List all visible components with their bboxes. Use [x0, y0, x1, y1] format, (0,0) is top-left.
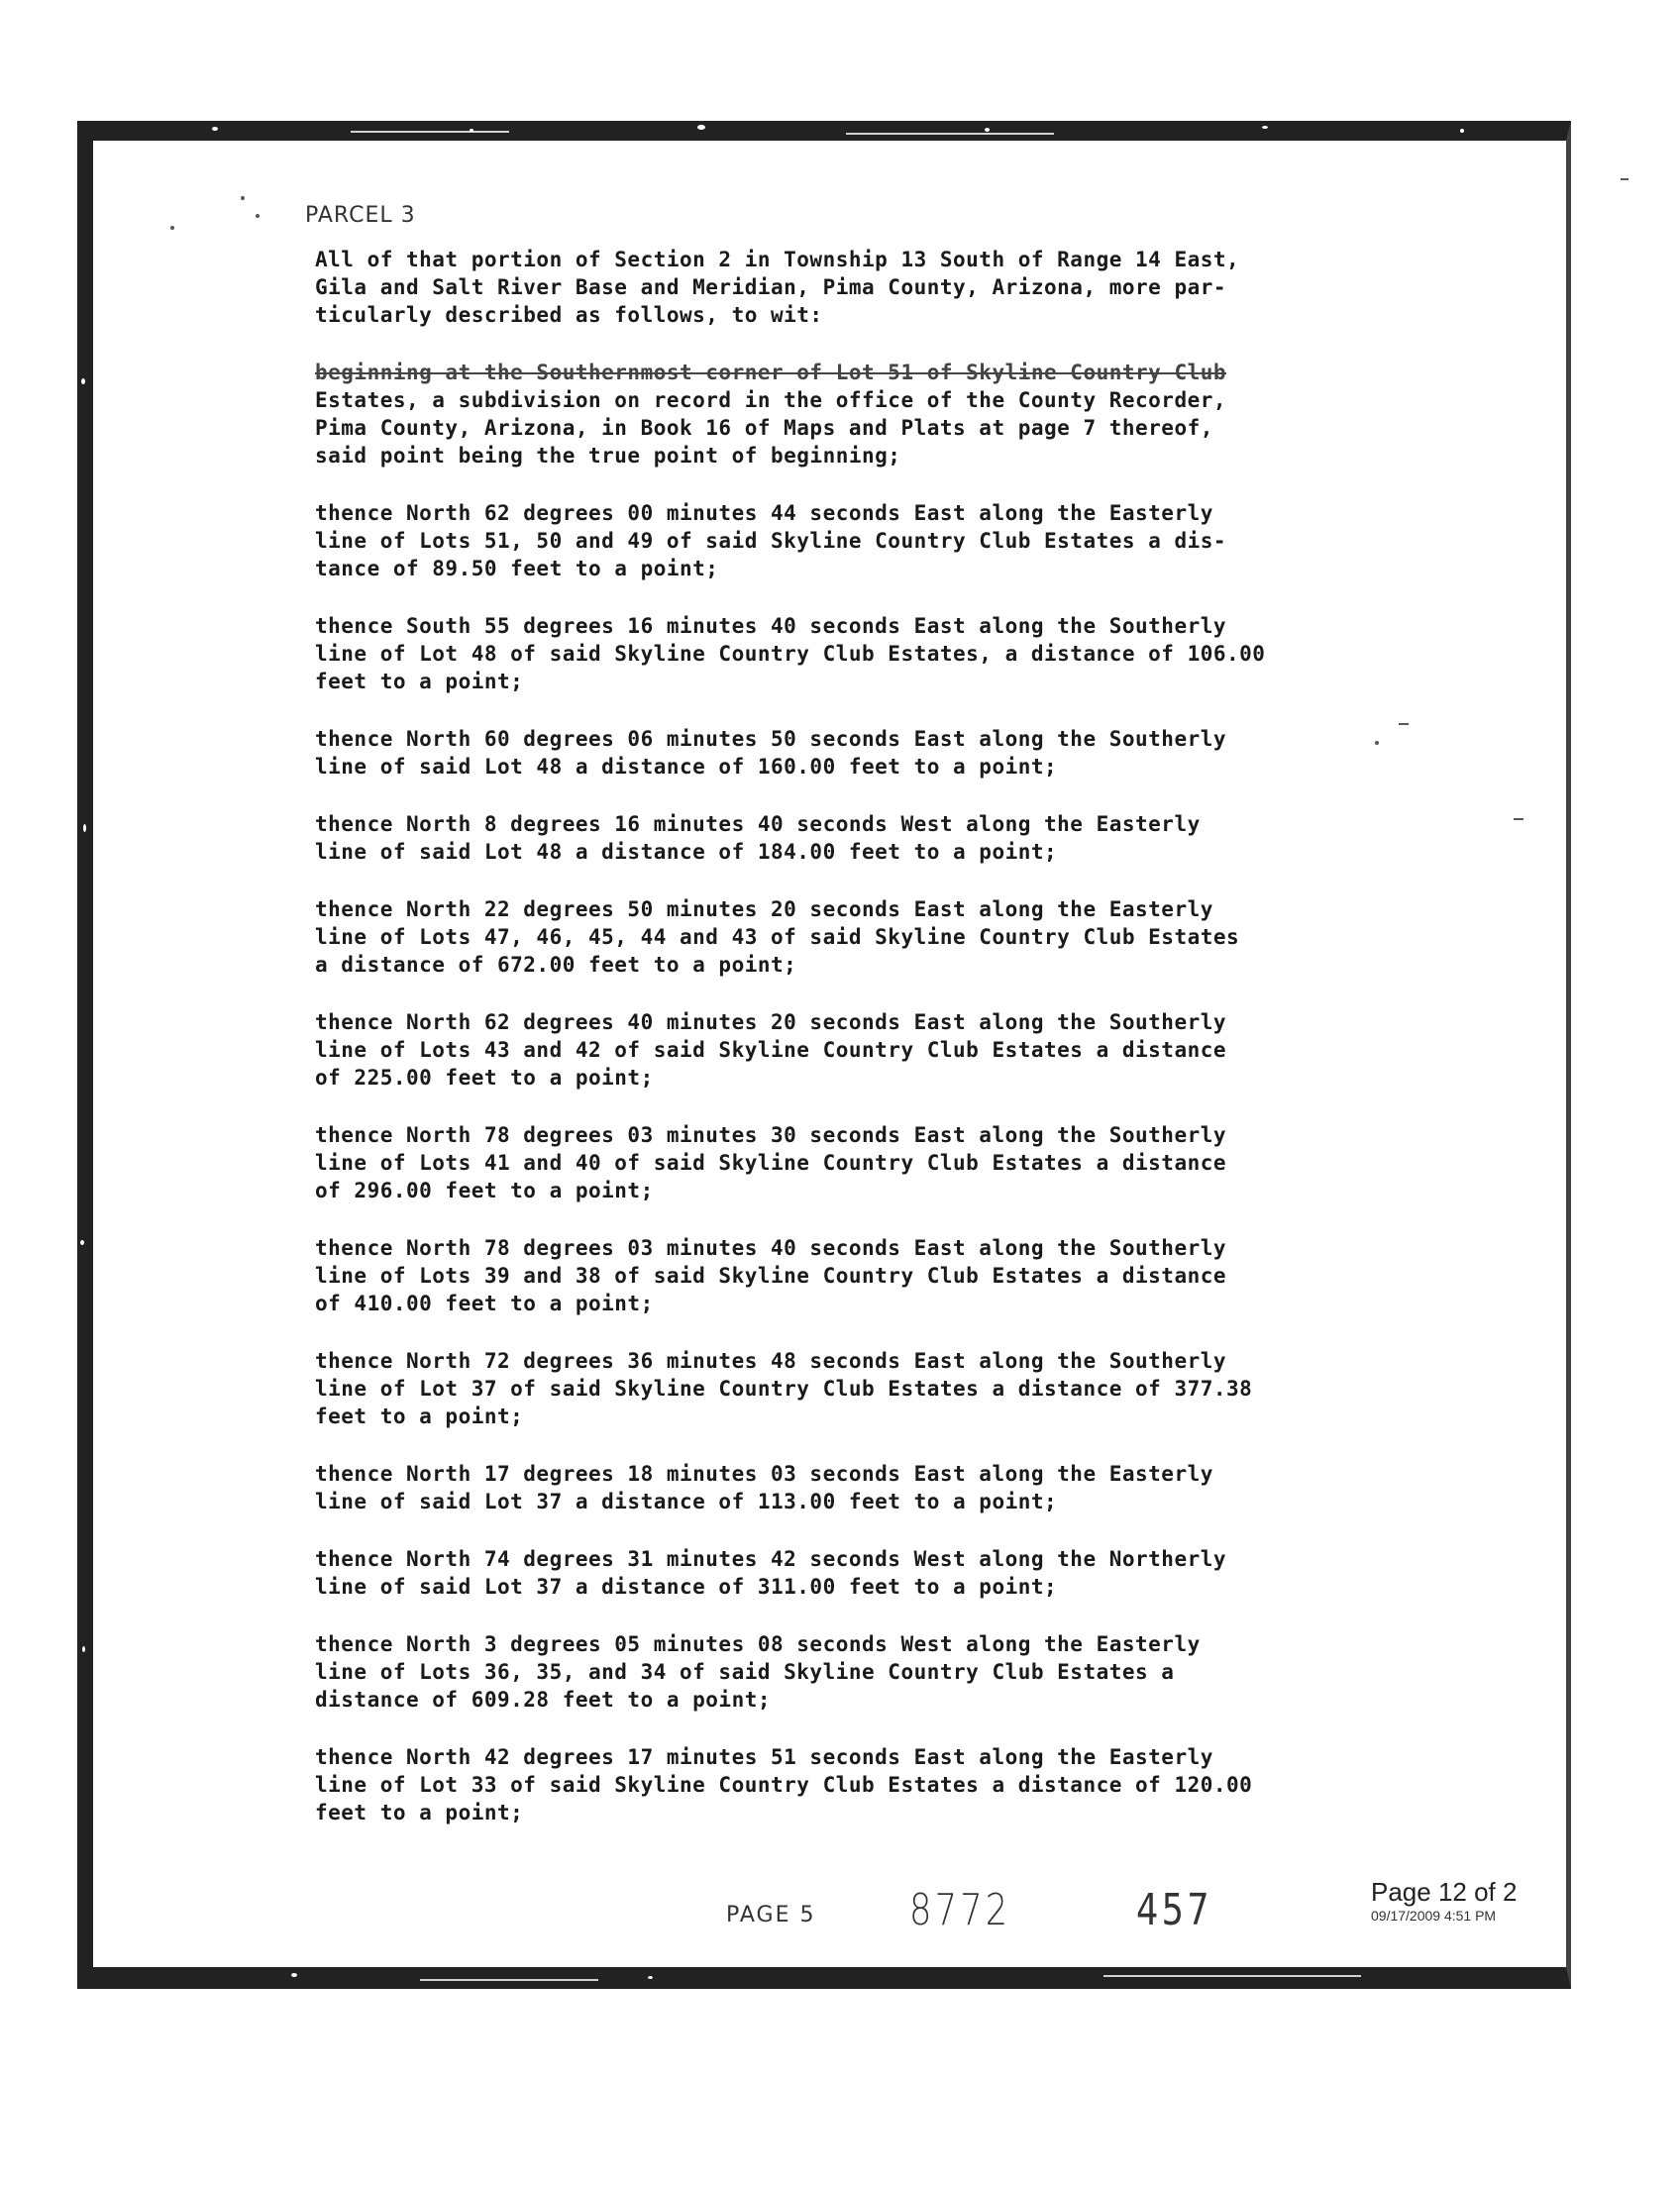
struck-through-line: beginning at the Southernmost corner of Lot 51 of Skyline Country Club — [315, 361, 1227, 384]
beginning-paragraph — [315, 359, 1424, 469]
legal-description-body — [315, 228, 1424, 1856]
intro-paragraph: All of that portion of Section 2 in Township 13 South of Range 14 East, Gila and Salt River Base and Meridian, Pima County, Arizona, more par- ticularly described as follows, to wit: — [315, 248, 1240, 327]
footer-docket-number: 8772 — [909, 1885, 1011, 1935]
scan-speck — [1621, 178, 1628, 180]
course-paragraph: thence North 62 degrees 40 minutes 20 seconds East along the Southerly line of Lots 43 and 42 of said Skyline Country Club Estates a distance of 225.00 feet to a point; — [315, 1010, 1227, 1090]
beginning-paragraph-body: Estates, a subdivision on record in the office of the County Recorder, Pima County, Arizona, in Book 16 of Maps and Plats at page 7 thereof, said point being the true point of beginning; — [315, 388, 1227, 468]
footer-page-number: 457 — [1136, 1885, 1212, 1935]
course-paragraph: thence North 8 degrees 16 minutes 40 seconds West along the Easterly line of said Lot 48 a distance of 184.00 feet to a point; — [315, 812, 1201, 864]
course-paragraph: thence North 3 degrees 05 minutes 08 seconds West along the Easterly line of Lots 36, 35, and 34 of said Skyline Country Club Estates a distance of 609.28 feet to a point; — [315, 1632, 1201, 1712]
parcel-heading: PARCEL 3 — [305, 203, 416, 228]
course-paragraph: thence North 22 degrees 50 minutes 20 seconds East along the Easterly line of Lots 47, 46, 45, 44 and 43 of said Skyline Country Club Estates a distance of 672.00 feet to a point; — [315, 897, 1240, 977]
scan-speck — [1514, 818, 1523, 820]
course-paragraph: thence North 78 degrees 03 minutes 40 seconds East along the Southerly line of Lots 39 and 38 of said Skyline Country Club Estates a distance of 410.00 feet to a point; — [315, 1236, 1227, 1315]
scan-speck — [241, 196, 245, 200]
course-paragraph: thence North 74 degrees 31 minutes 42 seconds West along the Northerly line of said Lot 37 a distance of 311.00 feet to a point; — [315, 1547, 1227, 1599]
course-paragraph: thence North 60 degrees 06 minutes 50 seconds East along the Southerly line of said Lot 48 a distance of 160.00 feet to a point; — [315, 727, 1227, 779]
scan-speck — [256, 214, 260, 218]
page-count-stamp: Page 12 of 2 — [1371, 1877, 1518, 1907]
print-datetime-stamp: 09/17/2009 4:51 PM — [1371, 1908, 1497, 1924]
footer-page-label: PAGE 5 — [726, 1903, 816, 1927]
course-paragraph: thence North 42 degrees 17 minutes 51 seconds East along the Easterly line of Lot 33 of said Skyline Country Club Estates a distance of 120.00 feet to a point; — [315, 1745, 1253, 1824]
course-paragraph: thence North 78 degrees 03 minutes 30 seconds East along the Southerly line of Lots 41 and 40 of said Skyline Country Club Estates a distance of 296.00 feet to a point; — [315, 1123, 1227, 1202]
scan-speck — [170, 226, 174, 230]
course-paragraph: thence North 17 degrees 18 minutes 03 seconds East along the Easterly line of said Lot 37 a distance of 113.00 feet to a point; — [315, 1462, 1213, 1513]
course-paragraph: thence South 55 degrees 16 minutes 40 seconds East along the Southerly line of Lot 48 of said Skyline Country Club Estates, a distance of 106.00 feet to a point; — [315, 614, 1266, 693]
course-paragraph: thence North 62 degrees 00 minutes 44 seconds East along the Easterly line of Lots 51, 50 and 49 of said Skyline Country Club Estates a dis- tance of 89.50 feet to a point; — [315, 501, 1227, 580]
course-paragraph: thence North 72 degrees 36 minutes 48 seconds East along the Southerly line of Lot 37 of said Skyline Country Club Estates a distance of 377.38 feet to a point; — [315, 1349, 1253, 1428]
